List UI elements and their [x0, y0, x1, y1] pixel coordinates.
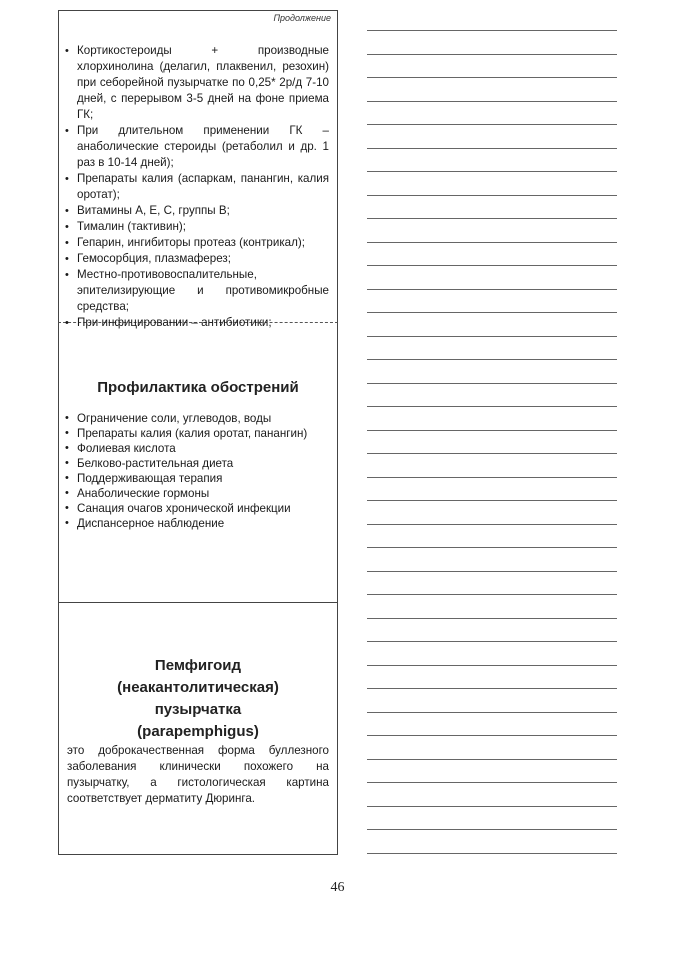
- list-item: [59, 251, 337, 267]
- list-item-text: Поддерживающая терапия: [77, 472, 223, 485]
- list-item-text: Белково-растительная диета: [77, 457, 234, 470]
- page-number: 46: [330, 880, 345, 895]
- note-line: [367, 453, 617, 454]
- bullet-icon: •: [65, 502, 69, 514]
- note-line: [367, 853, 617, 854]
- note-line: [367, 759, 617, 760]
- note-line: [367, 242, 617, 243]
- list-item: [59, 456, 337, 471]
- bullet-icon: •: [65, 173, 69, 185]
- list-item: [59, 426, 337, 441]
- list-item: [59, 219, 337, 235]
- list-item-text: Витамины А, Е, С, группы В;: [77, 204, 230, 217]
- list-item: [59, 411, 337, 426]
- bullet-icon: •: [65, 427, 69, 439]
- note-line: [367, 195, 617, 196]
- list-item-text: Кортикостероиды + производные хлорхинолина (делагил, плаквенил, резохин) при себорейной пузырчатке по 0,25* 2р/д 7-10 дней, с перерывом 3-5 дней на фоне приема ГК;: [77, 44, 329, 121]
- note-line: [367, 218, 617, 219]
- note-line: [367, 641, 617, 642]
- note-line: [367, 148, 617, 149]
- bullet-icon: •: [65, 45, 69, 57]
- list-item: [59, 203, 337, 219]
- note-line: [367, 383, 617, 384]
- list-item: [59, 471, 337, 486]
- list-item: [59, 486, 337, 501]
- list-item: [59, 501, 337, 516]
- note-line: [367, 171, 617, 172]
- note-line: [367, 312, 617, 313]
- pemphigoid-description: это доброкачественная форма буллезного заболевания клинически похожего на пузырчатку, а гистологическая картина соответствует дерматиту Дюринга.: [67, 744, 329, 805]
- note-line: [367, 54, 617, 55]
- list-item-text: Диспансерное наблюдение: [77, 517, 225, 530]
- note-line: [367, 124, 617, 125]
- list-item-text: Санация очагов хронической инфекции: [77, 502, 291, 515]
- list-item-text: Местно-противовоспалительные, эпителизирующие и противомикробные средства;: [77, 268, 329, 313]
- list-item: [59, 516, 337, 531]
- bullet-icon: •: [65, 472, 69, 484]
- prevention-list: [59, 411, 337, 531]
- note-line: [367, 618, 617, 619]
- bullet-icon: •: [65, 237, 69, 249]
- note-line: [367, 359, 617, 360]
- list-item: [59, 43, 337, 123]
- pemphigoid-title: [59, 655, 337, 743]
- note-line: [367, 782, 617, 783]
- note-line: [367, 77, 617, 78]
- bullet-icon: •: [65, 125, 69, 137]
- bullet-icon: •: [65, 253, 69, 265]
- bullet-icon: •: [65, 442, 69, 454]
- note-line: [367, 735, 617, 736]
- list-item-text: Гемосорбция, плазмаферез;: [77, 252, 231, 265]
- note-line: [367, 571, 617, 572]
- bullet-icon: •: [65, 457, 69, 469]
- list-item: [59, 267, 337, 315]
- bullet-icon: •: [65, 205, 69, 217]
- list-item: [59, 171, 337, 203]
- list-item-text: Ограничение соли, углеводов, воды: [77, 412, 272, 425]
- list-item-text: При инфицировании – антибиотики;: [77, 316, 272, 329]
- note-line: [367, 806, 617, 807]
- list-item: [59, 441, 337, 456]
- note-line: [367, 524, 617, 525]
- list-item-text: Анаболические гормоны: [77, 487, 210, 500]
- pemphigoid-title-line: (неакантолитическая): [117, 679, 279, 696]
- note-line: [367, 406, 617, 407]
- pemphigoid-box: [58, 603, 338, 855]
- note-line: [367, 594, 617, 595]
- list-item-text: Препараты калия (калия оротат, панангин): [77, 427, 308, 440]
- note-line: [367, 688, 617, 689]
- list-item-text: Гепарин, ингибиторы протеаз (контрикал);: [77, 236, 305, 249]
- bullet-icon: •: [65, 517, 69, 529]
- list-item-text: Препараты калия (аспаркам, панангин, калия оротат);: [77, 172, 329, 201]
- bullet-icon: •: [65, 487, 69, 499]
- note-line: [367, 665, 617, 666]
- pemphigoid-title-line: пузырчатка: [154, 701, 242, 718]
- bullet-icon: •: [65, 269, 69, 281]
- list-item: [59, 235, 337, 251]
- note-line: [367, 430, 617, 431]
- note-line: [367, 829, 617, 830]
- note-line: [367, 500, 617, 501]
- pemphigoid-title-line: Пемфигоид: [154, 657, 242, 674]
- note-line: [367, 477, 617, 478]
- prevention-box: [58, 323, 338, 603]
- bullet-icon: •: [65, 317, 69, 329]
- bullet-icon: •: [65, 412, 69, 424]
- note-line: [367, 265, 617, 266]
- list-item-text: Фолиевая кислота: [77, 442, 176, 455]
- note-line: [367, 547, 617, 548]
- treatment-list: [59, 43, 337, 331]
- list-item-text: Тималин (тактивин);: [77, 220, 186, 233]
- note-line: [367, 289, 617, 290]
- note-line: [367, 30, 617, 31]
- list-item-text: При длительном применении ГК – анаболические стероиды (ретаболил и др. 1 раз в 10-14 дней);: [77, 124, 329, 169]
- pemphigoid-title-line: (parapemphigus): [137, 723, 259, 740]
- bullet-icon: •: [65, 221, 69, 233]
- prevention-title: Профилактика обострений: [97, 379, 299, 396]
- continuation-label: Продолжение: [273, 13, 331, 23]
- note-line: [367, 336, 617, 337]
- note-line: [367, 101, 617, 102]
- treatment-box: [58, 10, 338, 329]
- list-item: [59, 123, 337, 171]
- note-line: [367, 712, 617, 713]
